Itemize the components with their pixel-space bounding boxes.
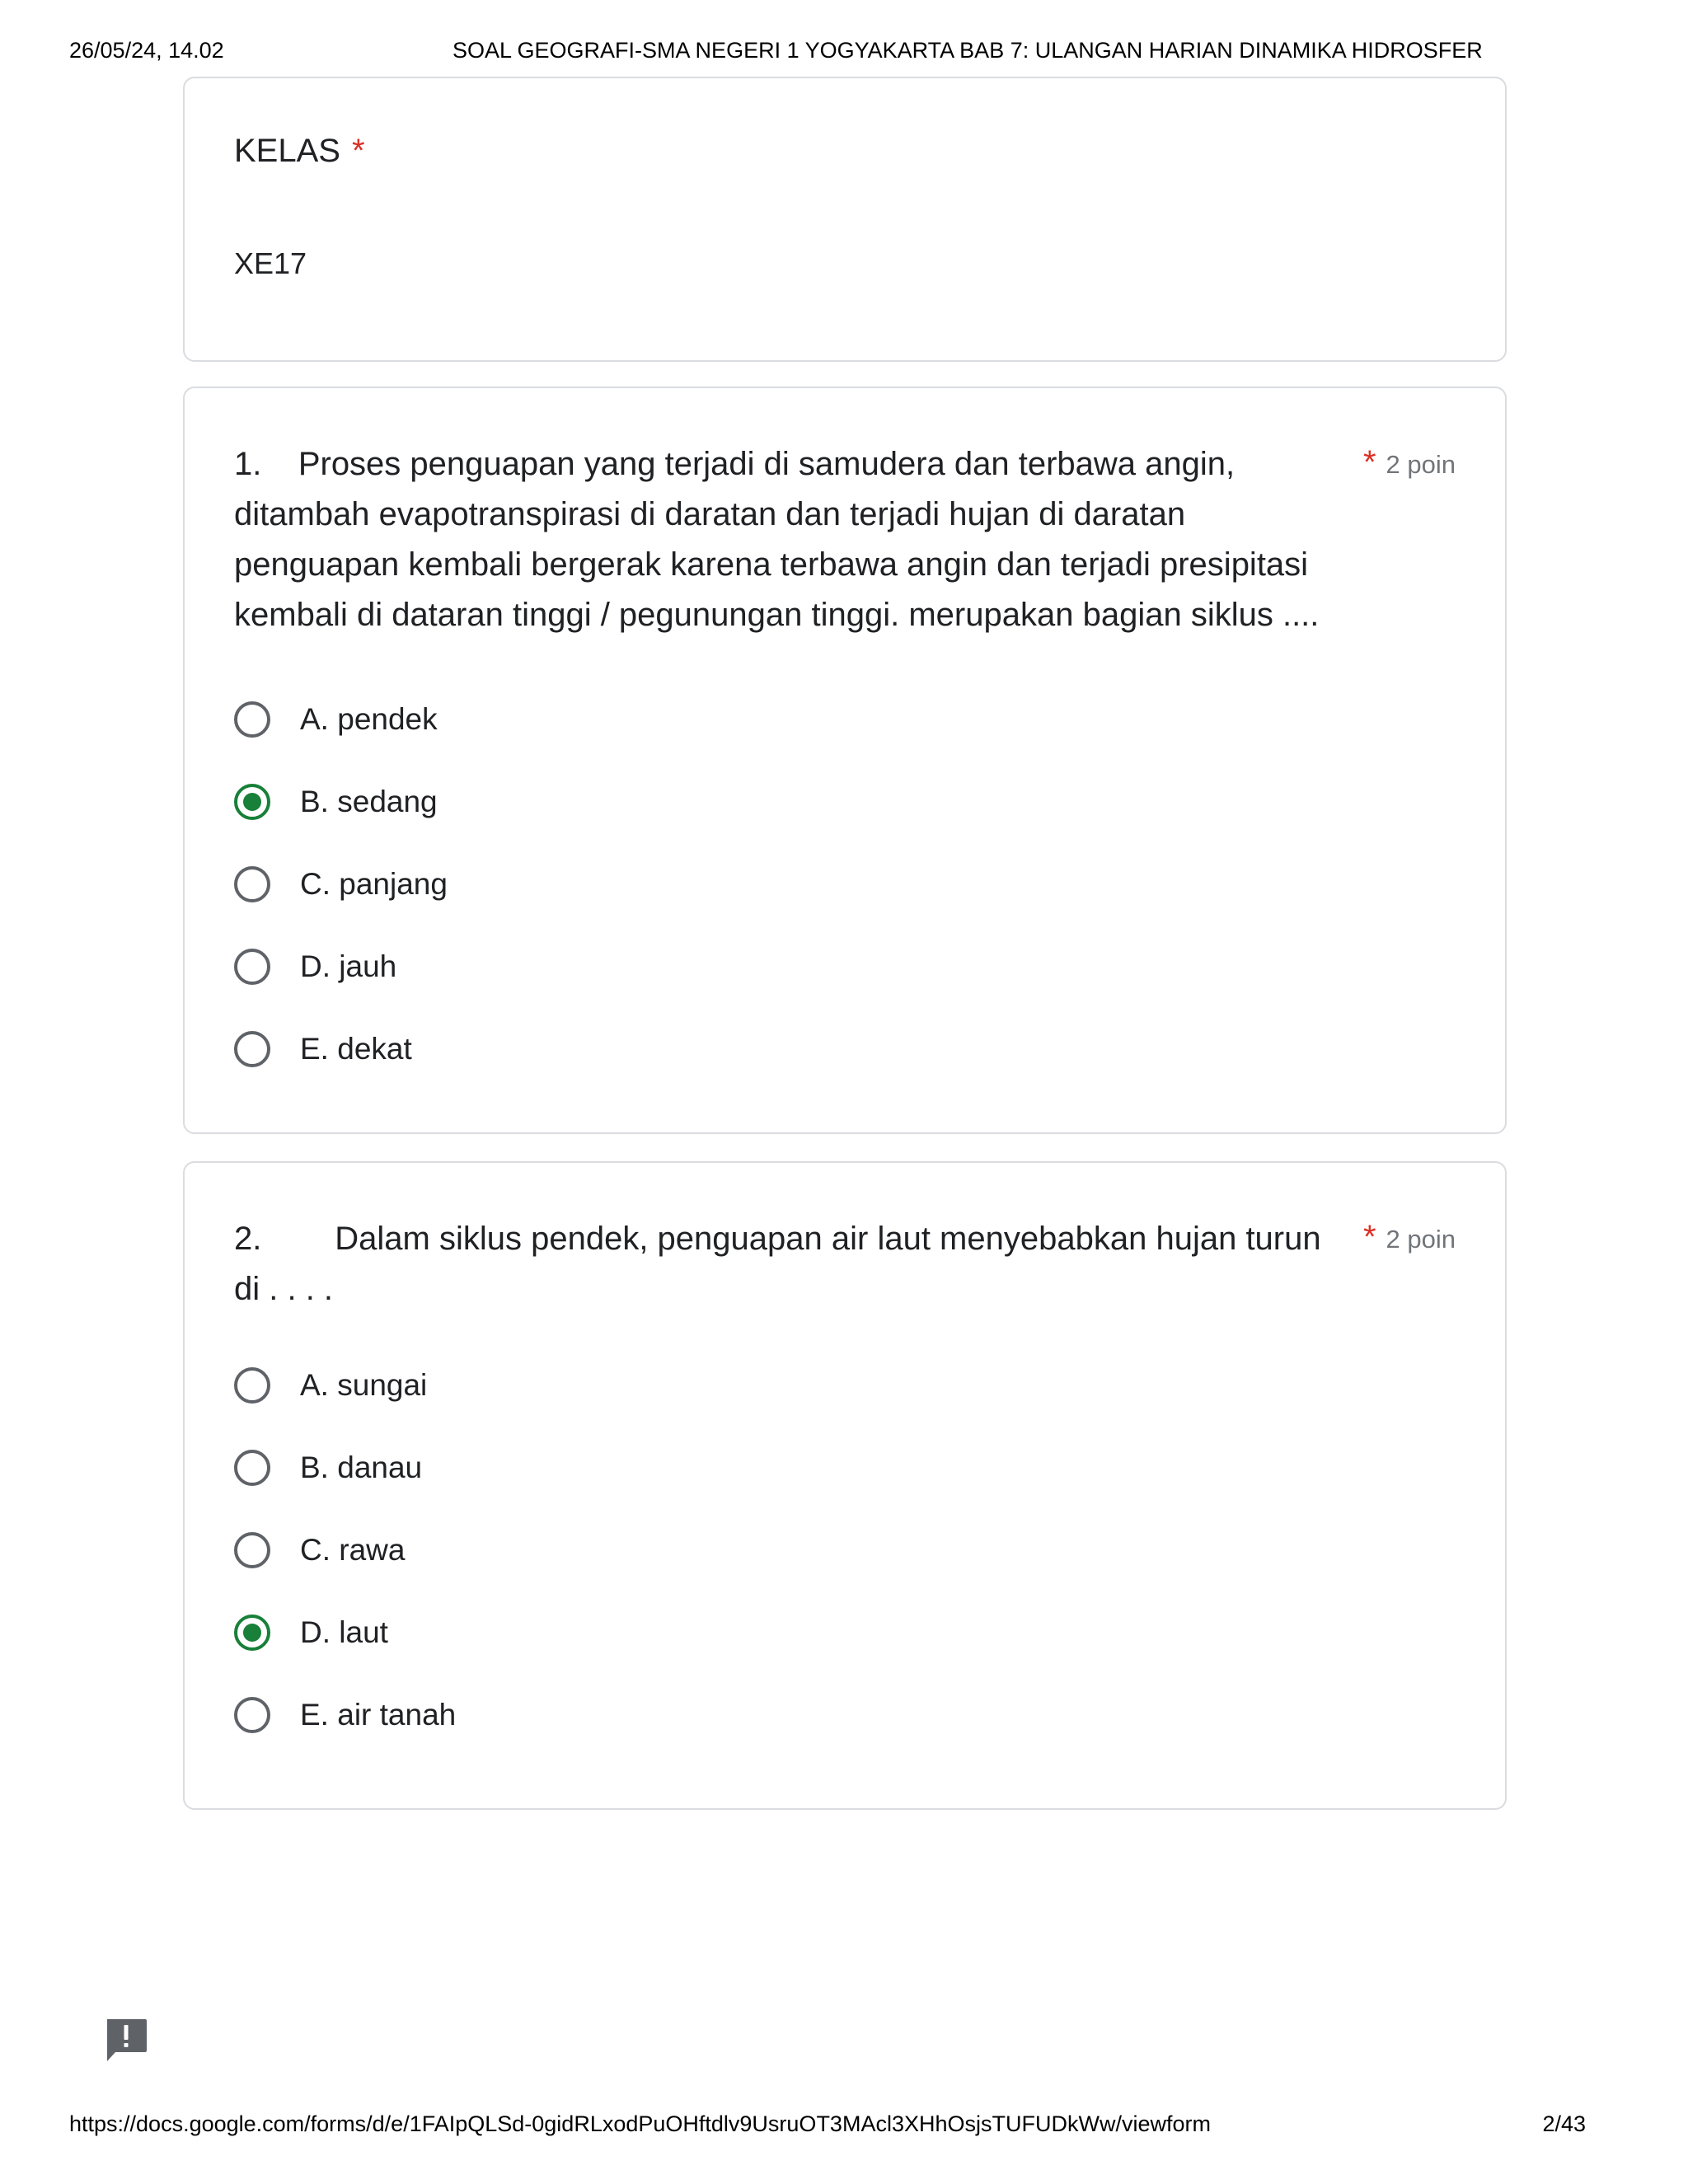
option-1e[interactable]: [234, 1008, 448, 1090]
print-footer: [69, 2111, 1619, 2141]
option-label: E. air tanah: [300, 1698, 457, 1732]
points-label: 2 poin: [1386, 450, 1456, 479]
radio-button[interactable]: [234, 1697, 270, 1733]
radio-button[interactable]: [234, 701, 270, 738]
question-card-2: [183, 1161, 1507, 1810]
radio-button-selected[interactable]: [234, 784, 270, 820]
option-label: E. dekat: [300, 1032, 412, 1066]
option-label: A. sungai: [300, 1368, 428, 1402]
question-card-1: [183, 387, 1507, 1134]
option-1c[interactable]: [234, 843, 448, 926]
question-number: 2.: [234, 1221, 262, 1257]
question-body: Dalam siklus pendek, penguapan air laut menyebabkan hujan turun di . . . .: [234, 1221, 1321, 1307]
option-label: D. jauh: [300, 949, 397, 983]
kelas-answer[interactable]: XE17: [234, 246, 307, 280]
option-1a[interactable]: [234, 678, 448, 761]
radio-button[interactable]: [234, 1450, 270, 1486]
option-label: B. danau: [300, 1451, 423, 1484]
question-body: Proses penguapan yang terjadi di samudera dan terbawa angin, ditambah evapotranspirasi di daratan dan terjadi hujan di daratan penguapan kembali bergerak karena terbawa angin dan terjadi presipitasi kembali di dataran tinggi / pegunungan tinggi. merupakan bagian siklus ....: [234, 446, 1320, 633]
radio-button-selected[interactable]: [234, 1615, 270, 1651]
option-label: B. sedang: [300, 785, 438, 818]
option-label: C. panjang: [300, 867, 448, 901]
required-asterisk: *: [1362, 1219, 1376, 1255]
print-header: [69, 38, 1619, 68]
kelas-question-title: [234, 133, 365, 170]
radio-button[interactable]: [234, 866, 270, 902]
points-label: 2 poin: [1386, 1225, 1456, 1254]
report-problem-icon-graphic: [104, 2018, 148, 2064]
question-text-1: [234, 439, 1334, 640]
page-url: https://docs.google.com/forms/d/e/1FAIpQLSd-0gidRLxodPuOHftdlv9UsruOT3MAcl3XHhOsjsTUFUDkWw/viewform: [69, 2111, 1211, 2136]
option-2c[interactable]: [234, 1509, 456, 1591]
radio-button[interactable]: [234, 949, 270, 985]
option-2b[interactable]: [234, 1427, 456, 1509]
question-meta-2: [1363, 1219, 1456, 1256]
option-label: D. laut: [300, 1615, 388, 1649]
print-date: 26/05/24, 14.02: [69, 38, 224, 63]
radio-button[interactable]: [234, 1031, 270, 1067]
report-problem-icon[interactable]: [104, 2018, 148, 2064]
required-asterisk: *: [1362, 444, 1376, 480]
option-1d[interactable]: [234, 926, 448, 1008]
radio-button[interactable]: [234, 1367, 270, 1404]
options-list-2: [234, 1344, 456, 1756]
question-meta-1: [1363, 444, 1456, 481]
option-2e[interactable]: [234, 1674, 456, 1756]
option-label: C. rawa: [300, 1533, 406, 1567]
required-asterisk: *: [351, 133, 365, 169]
option-2a[interactable]: [234, 1344, 456, 1427]
kelas-label: KELAS: [234, 133, 340, 169]
option-1b[interactable]: [234, 761, 448, 843]
document-title: SOAL GEOGRAFI-SMA NEGERI 1 YOGYAKARTA BAB 7: ULANGAN HARIAN DINAMIKA HIDROSFER: [452, 38, 1483, 63]
option-2d[interactable]: [234, 1591, 456, 1674]
kelas-card: [183, 77, 1507, 362]
page-number: 2/43: [1542, 2111, 1586, 2136]
options-list-1: [234, 678, 448, 1090]
radio-button[interactable]: [234, 1532, 270, 1568]
option-label: A. pendek: [300, 702, 438, 736]
question-text-2: [234, 1214, 1334, 1315]
question-number: 1.: [234, 446, 262, 482]
